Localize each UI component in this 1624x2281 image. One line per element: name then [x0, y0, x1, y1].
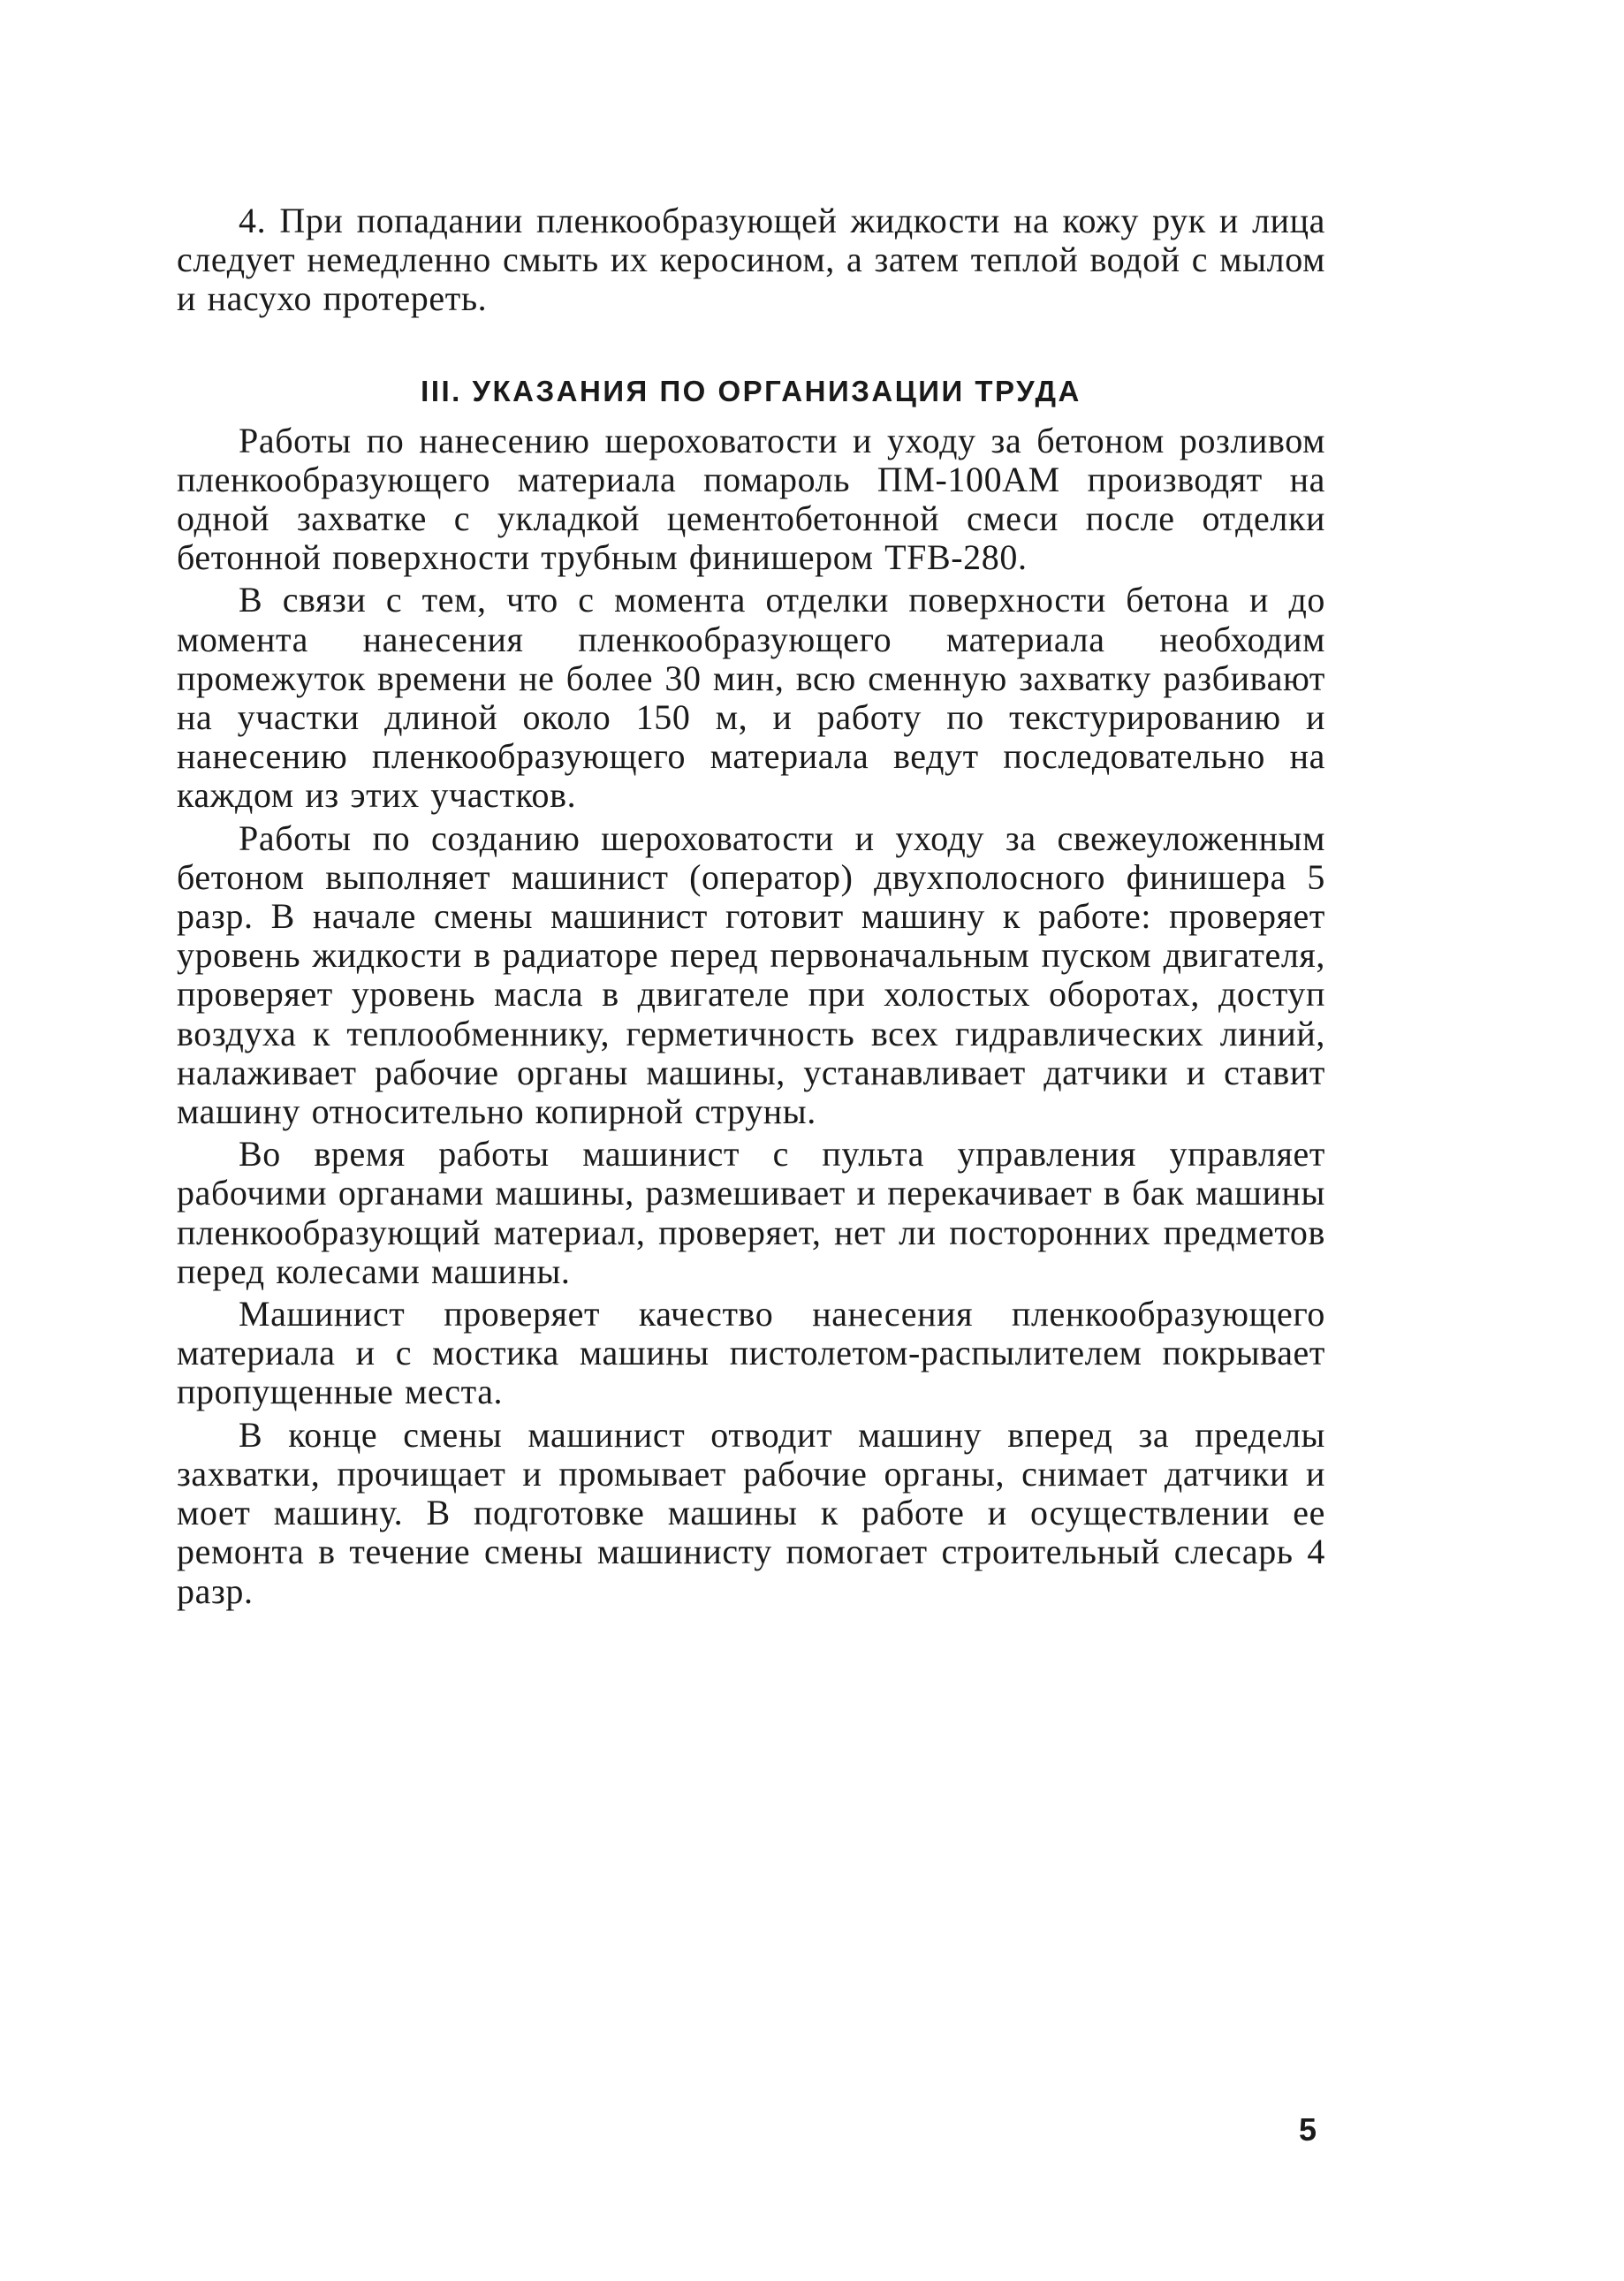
section-heading: III. УКАЗАНИЯ ПО ОРГАНИЗАЦИИ ТРУДА: [421, 374, 1081, 407]
body-paragraph: В конце смены машинист отводит машину вперед за пределы захватки, прочищает и промывает рабочие органы, снимает датчики и моет машину. В подготовке машины к работе и осуществлении ее ремонта в течение смены машинисту помогает строительный слесарь 4 разр.: [177, 1414, 1325, 1611]
safety-rule-paragraph: 4. При попадании пленкообразующей жидкости на кожу рук и лица следует немедленно смыть их керосином, а затем теплой водой с мылом и насухо протереть.: [177, 201, 1325, 319]
body-paragraph: В связи с тем, что с момента отделки поверхности бетона и до момента нанесения пленкообразующего материала необходим промежуток времени не более 30 мин, всю сменную захватку разбивают на участки длиной около 150 м, и работу по текстурированию и нанесению пленкообразующего материала ведут последовательно на каждом из этих участков.: [177, 580, 1325, 816]
text-column: [177, 201, 1325, 1611]
page-number: 5: [1299, 2111, 1317, 2148]
body-paragraph: Во время работы машинист с пульта управления управляет рабочими органами машины, размешивает и перекачивает в бак машины пленкообразующий материал, проверяет, нет ли посторонних предметов перед колесами машины.: [177, 1134, 1325, 1291]
body-paragraph: Машинист проверяет качество нанесения пленкообразующего материала и с мостика машины пистолетом-распылителем покрывает пропущенные места.: [177, 1294, 1325, 1412]
body-paragraph: Работы по созданию шероховатости и уходу за свежеуложенным бетоном выполняет машинист (оператор) двухполосного финишера 5 разр. В начале смены машинист готовит машину к работе: проверяет уровень жидкости в радиаторе перед первоначальным пуском двигателя, проверяет уровень масла в двигателе при холостых оборотах, доступ воздуха к теплообменнику, герметичность всех гидравлических линий, налаживает рабочие органы машины, устанавливает датчики и ставит машину относительно копирной струны.: [177, 817, 1325, 1132]
body-paragraph: Работы по нанесению шероховатости и уходу за бетоном розливом пленкообразующего материала помароль ПМ-100АМ производят на одной захватке с укладкой цементобетонной смеси после отделки бетонной поверхности трубным финишером TFB-280.: [177, 420, 1325, 578]
